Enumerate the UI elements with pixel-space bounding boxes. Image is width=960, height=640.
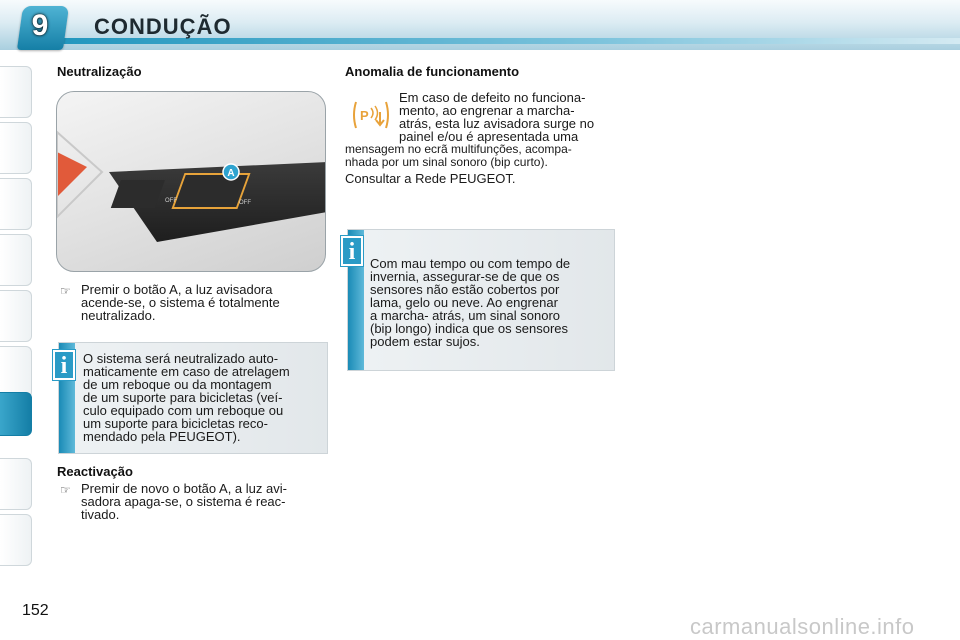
info-line-6: um suporte para bicicletas reco- (83, 416, 268, 431)
anomaly-line-5: mensagem no ecrã multifunções, acompa- (345, 142, 572, 156)
side-tab-4[interactable] (0, 234, 32, 286)
button-panel-illustration (57, 92, 326, 272)
info-box-text (83, 352, 323, 443)
reactivate-line-3: tivado. (81, 507, 120, 522)
side-tab-5[interactable] (0, 290, 32, 342)
side-tab-11[interactable] (0, 514, 32, 566)
park-assist-button (173, 174, 249, 208)
side-tab-10[interactable] (0, 458, 32, 510)
info-line-3: de um reboque ou da montagem (83, 377, 272, 392)
side-tab-1[interactable] (0, 66, 32, 118)
weather-info-text (370, 257, 610, 348)
anomaly-text-full (345, 143, 615, 169)
svg-text:P: P (360, 108, 369, 123)
watermark: carmanualsonline.info (690, 614, 915, 639)
esp-off-label: OFF (165, 198, 177, 204)
neutralize-line-1: Premir o botão A, a luz avisadora (81, 282, 273, 297)
weather-line-1: Com mau tempo ou com tempo de (370, 256, 571, 271)
weather-line-4: lama, gelo ou neve. Ao engrenar (370, 295, 558, 310)
reactivate-line-1: Premir de novo o botão A, a luz avi- (81, 481, 287, 496)
chapter-number: 9 (31, 9, 49, 42)
anomaly-line-1: Em caso de defeito no funciona- (399, 90, 586, 105)
neutralize-line-2: acende-se, o sistema é totalmente (81, 295, 280, 310)
side-tab-6[interactable] (0, 346, 32, 398)
side-tab-2[interactable] (0, 122, 32, 174)
callout-a-label: A (227, 168, 235, 179)
reactivate-heading: Reactivação (57, 464, 133, 479)
bullet-icon: ☞ (60, 284, 71, 298)
info-box-neutralization (58, 342, 328, 454)
info-line-4: de um suporte para bicicletas (veí- (83, 390, 283, 405)
consult-network: Consultar a Rede PEUGEOT. (345, 171, 516, 186)
weather-line-7: podem estar sujos. (370, 334, 480, 349)
anomaly-text-indented (399, 91, 615, 143)
weather-line-6: (bip longo) indica que os sensores (370, 321, 569, 336)
neutralize-instruction (81, 283, 327, 322)
info-line-2: maticamente em caso de atrelagem (83, 364, 290, 379)
info-line-5: culo equipado com um reboque ou (83, 403, 284, 418)
anomaly-line-6: nhada por um sinal sonoro (bip curto). (345, 155, 548, 169)
reactivate-instruction (81, 482, 327, 521)
info-icon: i (53, 350, 75, 380)
info-box-weather (347, 229, 615, 371)
side-tab-3[interactable] (0, 178, 32, 230)
info-line-7: mendado pela PEUGEOT). (83, 429, 241, 444)
reactivate-line-2: sadora apaga-se, o sistema é reac- (81, 494, 286, 509)
chapter-side-tabs (0, 66, 34, 578)
info-icon: i (341, 236, 363, 266)
side-tab-9-active[interactable] (0, 392, 32, 436)
anomaly-line-4: painel e/ou é apresentada uma (399, 129, 579, 144)
chapter-title: CONDUÇÃO (94, 14, 232, 39)
park-off-label: OFF (239, 200, 251, 206)
weather-line-5: a marcha- atrás, um sinal sonoro (370, 308, 561, 323)
info-line-1: O sistema será neutralizado auto- (83, 351, 279, 366)
neutralize-line-3: neutralizado. (81, 308, 156, 323)
anomaly-line-2: mento, ao engrenar a marcha- (399, 103, 575, 118)
bullet-icon: ☞ (60, 483, 71, 497)
anomaly-line-3: atrás, esta luz avisadora surge no (399, 116, 595, 131)
park-sensor-warning-icon (350, 98, 392, 132)
neutralize-heading: Neutralização (57, 64, 142, 79)
page-number: 152 (22, 602, 49, 619)
weather-line-2: invernia, assegurar-se de que os (370, 269, 560, 284)
anomaly-heading: Anomalia de funcionamento (345, 64, 520, 79)
button-panel-photo (56, 91, 326, 272)
weather-line-3: sensores não estão cobertos por (370, 282, 560, 297)
